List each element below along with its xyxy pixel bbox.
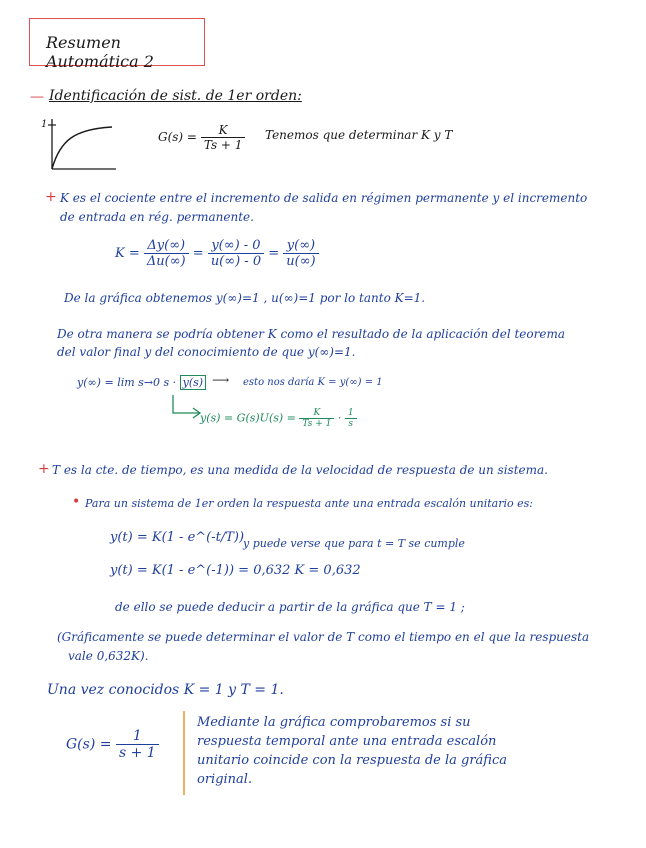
- fv-arrow-note: esto nos daría K = y(∞) = 1: [243, 377, 383, 388]
- fv-lhs: y(∞) =: [77, 376, 114, 389]
- t-response-eq1: y(t) = K(1 - e^(-t/T)): [110, 530, 245, 545]
- sketch-curve: [52, 127, 112, 169]
- transfer-num: K: [201, 123, 246, 138]
- gf-fraction-2: [345, 408, 357, 429]
- sketch-axis-label: 1: [41, 119, 48, 130]
- side-note-line3: unitario coincide con la respuesta de la gráfica: [197, 753, 508, 768]
- t-response-eq2: y(t) = K(1 - e^(-1)) = 0,632 K = 0,632: [110, 563, 361, 578]
- step-response-sketch: [40, 115, 120, 177]
- k-f3-num: y(∞): [283, 238, 318, 254]
- k-intro-line2: de entrada en rég. permanente.: [60, 210, 254, 224]
- final-g-fraction: [116, 728, 159, 761]
- k-eq1: =: [192, 246, 204, 261]
- k-fraction-3: [283, 238, 318, 269]
- graphically-line1: (Gráficamente se puede determinar el valor de T como el tiempo en el que la respuesta: [57, 630, 590, 644]
- k-formula-lhs: K =: [115, 246, 140, 261]
- side-note-line1: Mediante la gráfica comprobaremos si su: [197, 715, 471, 730]
- fv-s-dot: s ·: [163, 376, 177, 389]
- k-f1-den: Δu(∞): [146, 254, 186, 269]
- graphically-line2: vale 0,632K).: [68, 649, 149, 663]
- gf-fraction-1: [299, 408, 334, 429]
- side-note-line4: original.: [197, 772, 253, 787]
- transfer-lhs: G(s) =: [158, 130, 197, 144]
- fv-arrow: ⟶: [212, 373, 230, 387]
- graph-result: De la gráfica obtenemos y(∞)=1 , u(∞)=1 por lo tanto K=1.: [64, 291, 426, 305]
- title-box: [29, 18, 205, 71]
- k-intro-line1: K es el cociente entre el incremento de salida en régimen permanente y el incremento: [60, 191, 588, 205]
- gf-lhs: y(s) = G(s)U(s) =: [200, 411, 296, 425]
- section-heading: Identificación de sist. de 1er orden:: [49, 88, 302, 104]
- final-value-formula: [77, 375, 206, 390]
- side-note-line2: respuesta temporal ante una entrada escalón: [197, 734, 497, 749]
- green-hook-arrow: [165, 393, 205, 423]
- t-response-eq1-note: y puede verse que para t = T se cumple: [243, 537, 465, 550]
- k-fraction-1: [144, 238, 189, 269]
- fv-boxed-term: y(s): [180, 375, 206, 390]
- k-eq2: =: [268, 246, 280, 261]
- transfer-note: Tenemos que determinar K y T: [265, 128, 453, 142]
- k-f3-den: u(∞): [286, 254, 316, 269]
- k-fraction-2: [208, 238, 264, 269]
- final-g-den: s + 1: [118, 745, 156, 761]
- k-formula: [115, 238, 319, 269]
- k-f2-num: y(∞) - 0: [208, 238, 264, 254]
- k-f2-den: u(∞) - 0: [210, 254, 262, 269]
- gf2-den: s: [348, 419, 354, 429]
- gf-num: K: [299, 408, 334, 419]
- transfer-function: [158, 123, 245, 152]
- t-response-bullet: •: [72, 494, 81, 510]
- gf2-num: 1: [345, 408, 357, 419]
- gf-dot: ·: [337, 411, 342, 425]
- gf-den: Ts + 1: [302, 419, 332, 429]
- final-g-num: 1: [116, 728, 159, 745]
- t-response-deduce: de ello se puede deducir a partir de la gráfica que T = 1 ;: [115, 600, 465, 614]
- side-note-bar: [183, 711, 185, 795]
- t-bullet: +: [38, 461, 50, 477]
- k-bullet: +: [45, 189, 57, 205]
- green-formula: [200, 408, 357, 429]
- t-response-text: Para un sistema de 1er orden la respuesta ante una entrada escalón unitario es:: [85, 497, 533, 510]
- t-intro: T es la cte. de tiempo, es una medida de la velocidad de respuesta de un sistema.: [52, 463, 548, 477]
- k-f1-num: Δy(∞): [144, 238, 189, 254]
- dash-marker: —: [30, 89, 44, 105]
- other-way-line1: De otra manera se podría obtener K como el resultado de la aplicación del teorema: [57, 327, 566, 341]
- known-k-t: Una vez conocidos K = 1 y T = 1.: [47, 682, 284, 698]
- other-way-line2: del valor final y del conocimiento de que y(∞)=1.: [57, 345, 356, 359]
- page-title: Resumen Automática 2: [46, 33, 154, 71]
- fv-lim: lim s→0: [117, 376, 161, 389]
- transfer-fraction: [201, 123, 246, 152]
- final-transfer-function: [66, 728, 159, 761]
- transfer-den: Ts + 1: [203, 138, 243, 152]
- final-g-lhs: G(s) =: [66, 736, 112, 753]
